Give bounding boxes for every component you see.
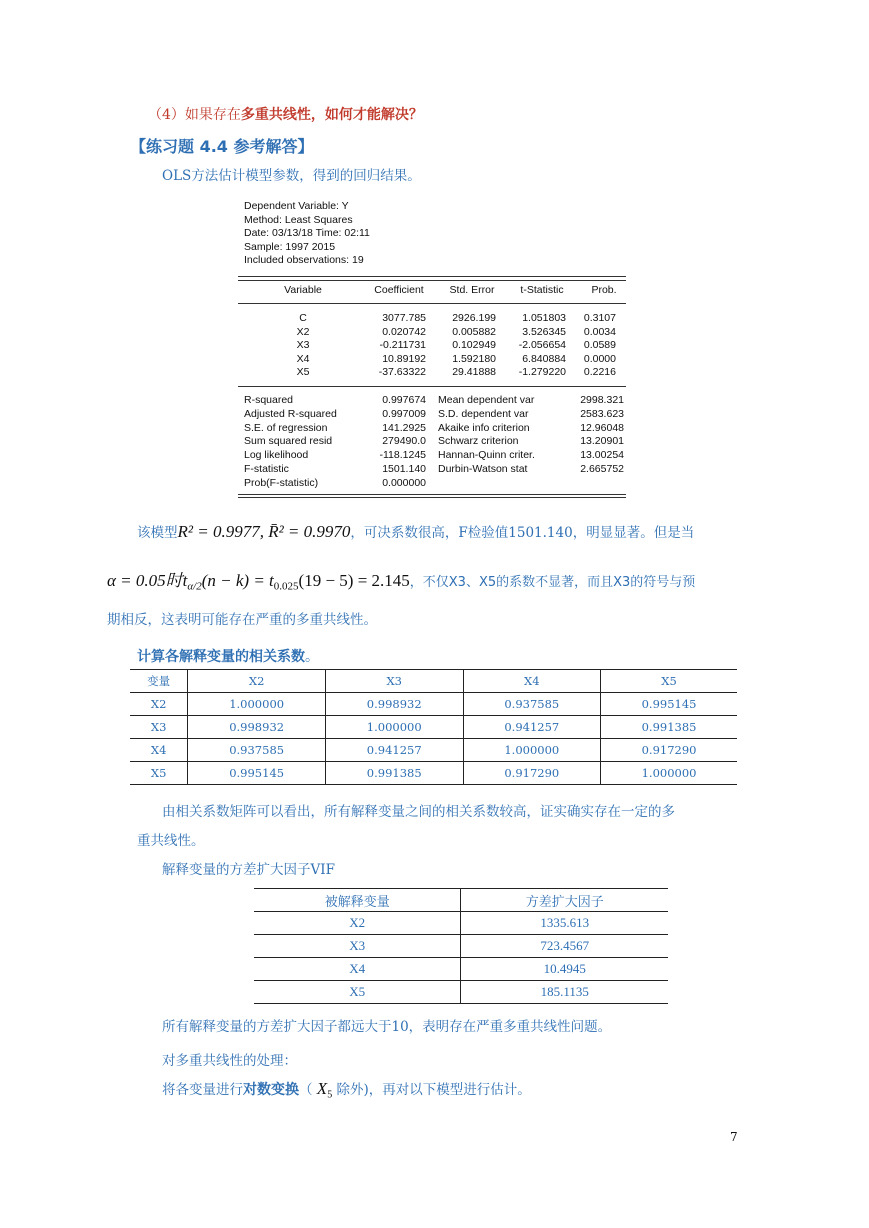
t-critical-subscript: 0.025 bbox=[273, 580, 299, 593]
eviews-header-line: Date: 03/13/18 Time: 02:11 bbox=[244, 227, 370, 239]
t-value: (19 − 5) = 2.145 bbox=[298, 571, 410, 590]
eviews-stat-value: 141.2925 bbox=[382, 421, 426, 434]
eviews-column-label: Std. Error bbox=[449, 284, 495, 296]
correlation-cell: 0.917290 bbox=[601, 739, 737, 762]
correlation-cell: 1.000000 bbox=[188, 693, 326, 716]
eviews-stat-value: 13.00254 bbox=[580, 449, 624, 462]
vif-row bbox=[254, 958, 668, 981]
eviews-stat-label: Akaike info criterion bbox=[438, 421, 530, 434]
correlation-cell: X4 bbox=[130, 739, 188, 762]
vif-cell: X2 bbox=[254, 912, 461, 935]
correlation-cell: 0.937585 bbox=[463, 693, 601, 716]
treatment-paragraph bbox=[162, 1078, 531, 1101]
eviews-stat-value: 2.665752 bbox=[580, 463, 624, 475]
eviews-value: 1.051803 bbox=[522, 312, 566, 324]
correlation-cell: X5 bbox=[130, 762, 188, 785]
eviews-value: 10.89192 bbox=[382, 352, 426, 365]
correlation-cell: 0.991385 bbox=[601, 716, 737, 739]
eviews-stat-value: 279490.0 bbox=[382, 435, 426, 448]
eviews-value: -1.279220 bbox=[518, 366, 566, 378]
correlation-cell: 0.917290 bbox=[463, 762, 601, 785]
eviews-stat-label: Mean dependent var bbox=[438, 394, 535, 406]
eviews-rule bbox=[238, 303, 626, 304]
r-squared-formula: R² = 0.9977, R̄² = 0.9970 bbox=[177, 522, 351, 541]
eviews-variable-name: X2 bbox=[296, 325, 310, 338]
correlation-cell: 1.000000 bbox=[463, 739, 601, 762]
eviews-stat-value: 0.997674 bbox=[382, 394, 426, 406]
t-formula: (n − k) = t bbox=[201, 571, 274, 590]
page-number: 7 bbox=[730, 1130, 738, 1144]
eviews-output bbox=[238, 200, 626, 502]
correlation-cell: 0.995145 bbox=[188, 762, 326, 785]
eviews-stat-value: 13.20901 bbox=[580, 435, 624, 448]
eviews-value: 0.0589 bbox=[583, 339, 616, 351]
correlation-cell: 0.998932 bbox=[325, 693, 463, 716]
eviews-value: 3077.785 bbox=[382, 312, 426, 324]
eviews-stat-value: 0.997009 bbox=[382, 407, 426, 420]
vif-table bbox=[254, 888, 668, 1004]
eviews-column-label: Coefficient bbox=[374, 284, 424, 296]
alpha-tail: ，不仅X3、X5的系数不显著，而且X3的符号与预 bbox=[409, 575, 696, 590]
question-4-prefix: （4）如果存在 bbox=[148, 107, 241, 123]
correlation-cell: X3 bbox=[130, 716, 188, 739]
eviews-value: 29.41888 bbox=[452, 366, 496, 378]
eviews-value: 0.2216 bbox=[583, 366, 616, 378]
correlation-header-cell: X2 bbox=[188, 670, 326, 693]
eviews-stat-label: S.D. dependent var bbox=[438, 407, 529, 420]
correlation-heading-end: 。 bbox=[305, 649, 319, 665]
correlation-heading-bold: 计算各解释变量的相关系数 bbox=[137, 649, 305, 665]
vif-heading: 解释变量的方差扩大因子VIF bbox=[162, 862, 335, 878]
eviews-stat-label: Hannan-Quinn criter. bbox=[438, 449, 535, 462]
vif-row bbox=[254, 912, 668, 935]
eviews-stat-value: 2998.321 bbox=[580, 394, 624, 406]
correlation-cell: 0.941257 bbox=[325, 739, 463, 762]
vif-header-cell: 方差扩大因子 bbox=[461, 889, 668, 912]
eviews-header-line: Sample: 1997 2015 bbox=[244, 240, 336, 253]
eviews-stat-label: S.E. of regression bbox=[244, 421, 328, 434]
eviews-stat-label: Sum squared resid bbox=[244, 435, 333, 448]
x5-subscript: 5 bbox=[327, 1089, 333, 1101]
eviews-value: 1.592180 bbox=[452, 352, 496, 365]
eviews-rule bbox=[238, 497, 626, 498]
eviews-column-label: Variable bbox=[284, 284, 322, 296]
vif-header-cell: 被解释变量 bbox=[254, 889, 461, 912]
correlation-row bbox=[130, 716, 737, 739]
eviews-column-label: t-Statistic bbox=[520, 284, 564, 296]
eviews-variable-name: X4 bbox=[296, 352, 310, 365]
eviews-rule bbox=[238, 494, 626, 495]
vif-cell: 10.4945 bbox=[461, 958, 668, 981]
correlation-header-cell: X4 bbox=[463, 670, 601, 693]
treatment-post: 除外)，再对以下模型进行估计。 bbox=[332, 1082, 531, 1098]
vif-cell: X3 bbox=[254, 935, 461, 958]
eviews-stat-label: Adjusted R-squared bbox=[244, 407, 337, 420]
eviews-stat-label: R-squared bbox=[244, 394, 294, 406]
eviews-column-label: Prob. bbox=[591, 284, 617, 296]
eviews-value: -2.056654 bbox=[518, 339, 566, 351]
vif-cell: 723.4567 bbox=[461, 935, 668, 958]
correlation-header-cell: X3 bbox=[325, 670, 463, 693]
correlation-cell: 0.998932 bbox=[188, 716, 326, 739]
answer-title: 【练习题 4.4 参考解答】 bbox=[130, 137, 314, 156]
question-4-bold: 多重共线性，如何才能解决？ bbox=[240, 107, 423, 123]
vif-conclusion: 所有解释变量的方差扩大因子都远大于10，表明存在严重多重共线性问题。 bbox=[162, 1019, 612, 1035]
vif-header-row bbox=[254, 889, 668, 912]
eviews-variable-name: X3 bbox=[296, 339, 310, 351]
alpha-paragraph bbox=[107, 566, 695, 593]
eviews-stat-label: Prob(F-statistic) bbox=[244, 476, 319, 489]
treatment-pre: 将各变量进行 bbox=[162, 1082, 243, 1098]
model-lead: 该模型 bbox=[137, 525, 178, 541]
correlation-row bbox=[130, 739, 737, 762]
eviews-value: -0.211731 bbox=[379, 339, 426, 351]
vif-cell: 185.1135 bbox=[461, 981, 668, 1004]
eviews-rule bbox=[238, 276, 626, 281]
eviews-value: 0.020742 bbox=[382, 325, 426, 338]
eviews-stat-value: 0.000000 bbox=[382, 476, 426, 489]
correlation-heading bbox=[137, 646, 319, 666]
correlation-cell: 0.937585 bbox=[188, 739, 326, 762]
x5-symbol: X bbox=[316, 1079, 328, 1098]
eviews-value: 0.102949 bbox=[452, 339, 496, 351]
eviews-stat-label: Durbin-Watson stat bbox=[438, 463, 528, 475]
eviews-header-line: Dependent Variable: Y bbox=[244, 200, 349, 212]
eviews-value: 0.0000 bbox=[583, 352, 616, 365]
model-paragraph bbox=[137, 521, 694, 542]
eviews-value: 2926.199 bbox=[452, 312, 496, 324]
vif-row bbox=[254, 935, 668, 958]
eviews-stat-value: -118.1245 bbox=[379, 449, 426, 462]
eviews-header bbox=[238, 200, 626, 268]
eviews-stat-value: 1501.140 bbox=[382, 463, 426, 475]
eviews-stat-label: Log likelihood bbox=[244, 449, 309, 462]
treatment-mid: （ bbox=[299, 1082, 317, 1098]
eviews-value: 0.0034 bbox=[583, 325, 616, 338]
eviews-value: 6.840884 bbox=[522, 352, 566, 365]
eviews-variable-name: X5 bbox=[296, 366, 310, 378]
correlation-row bbox=[130, 693, 737, 716]
vif-cell: X5 bbox=[254, 981, 461, 1004]
eviews-stat-label: Schwarz criterion bbox=[438, 435, 519, 448]
eviews-rule bbox=[238, 386, 626, 387]
correlation-cell: 0.941257 bbox=[463, 716, 601, 739]
t-symbol: t bbox=[182, 571, 188, 590]
alpha-formula: α = 0.05时 bbox=[107, 571, 183, 590]
correlation-table bbox=[130, 669, 737, 785]
eviews-value: 3.526345 bbox=[522, 325, 566, 338]
model-tail: ，可决系数很高，F检验值1501.140，明显显著。但是当 bbox=[350, 525, 695, 541]
eviews-variable-name: C bbox=[299, 312, 307, 324]
correlation-conclusion-line1: 由相关系数矩阵可以看出，所有解释变量之间的相关系数较高，证实确实存在一定的多 bbox=[162, 804, 675, 820]
alpha-line2: 期相反，这表明可能存在严重的多重共线性。 bbox=[107, 612, 377, 628]
eviews-stat-value: 2583.623 bbox=[580, 407, 624, 420]
correlation-conclusion-line2: 重共线性。 bbox=[137, 833, 205, 849]
correlation-header-row bbox=[130, 670, 737, 693]
correlation-cell: 1.000000 bbox=[325, 716, 463, 739]
correlation-cell: 1.000000 bbox=[601, 762, 737, 785]
correlation-header-cell: 变量 bbox=[130, 670, 188, 693]
correlation-cell: 0.991385 bbox=[325, 762, 463, 785]
correlation-cell: 0.995145 bbox=[601, 693, 737, 716]
eviews-value: 0.3107 bbox=[583, 312, 616, 324]
eviews-value: 0.005882 bbox=[452, 325, 496, 338]
treatment-heading: 对多重共线性的处理： bbox=[162, 1053, 297, 1069]
eviews-header-line: Included observations: 19 bbox=[244, 254, 364, 266]
vif-cell: 1335.613 bbox=[461, 912, 668, 935]
correlation-row bbox=[130, 762, 737, 785]
eviews-header-line: Method: Least Squares bbox=[244, 213, 353, 226]
correlation-header-cell: X5 bbox=[601, 670, 737, 693]
treatment-bold: 对数变换 bbox=[243, 1082, 299, 1098]
eviews-stat-value: 12.96048 bbox=[580, 421, 624, 434]
t-subscript: α/2 bbox=[187, 580, 202, 593]
vif-row bbox=[254, 981, 668, 1004]
intro-paragraph: OLS方法估计模型参数，得到的回归结果。 bbox=[162, 168, 421, 184]
vif-cell: X4 bbox=[254, 958, 461, 981]
eviews-value: -37.63322 bbox=[378, 366, 426, 378]
question-4 bbox=[148, 104, 423, 124]
correlation-cell: X2 bbox=[130, 693, 188, 716]
eviews-stat-label: F-statistic bbox=[244, 463, 289, 475]
